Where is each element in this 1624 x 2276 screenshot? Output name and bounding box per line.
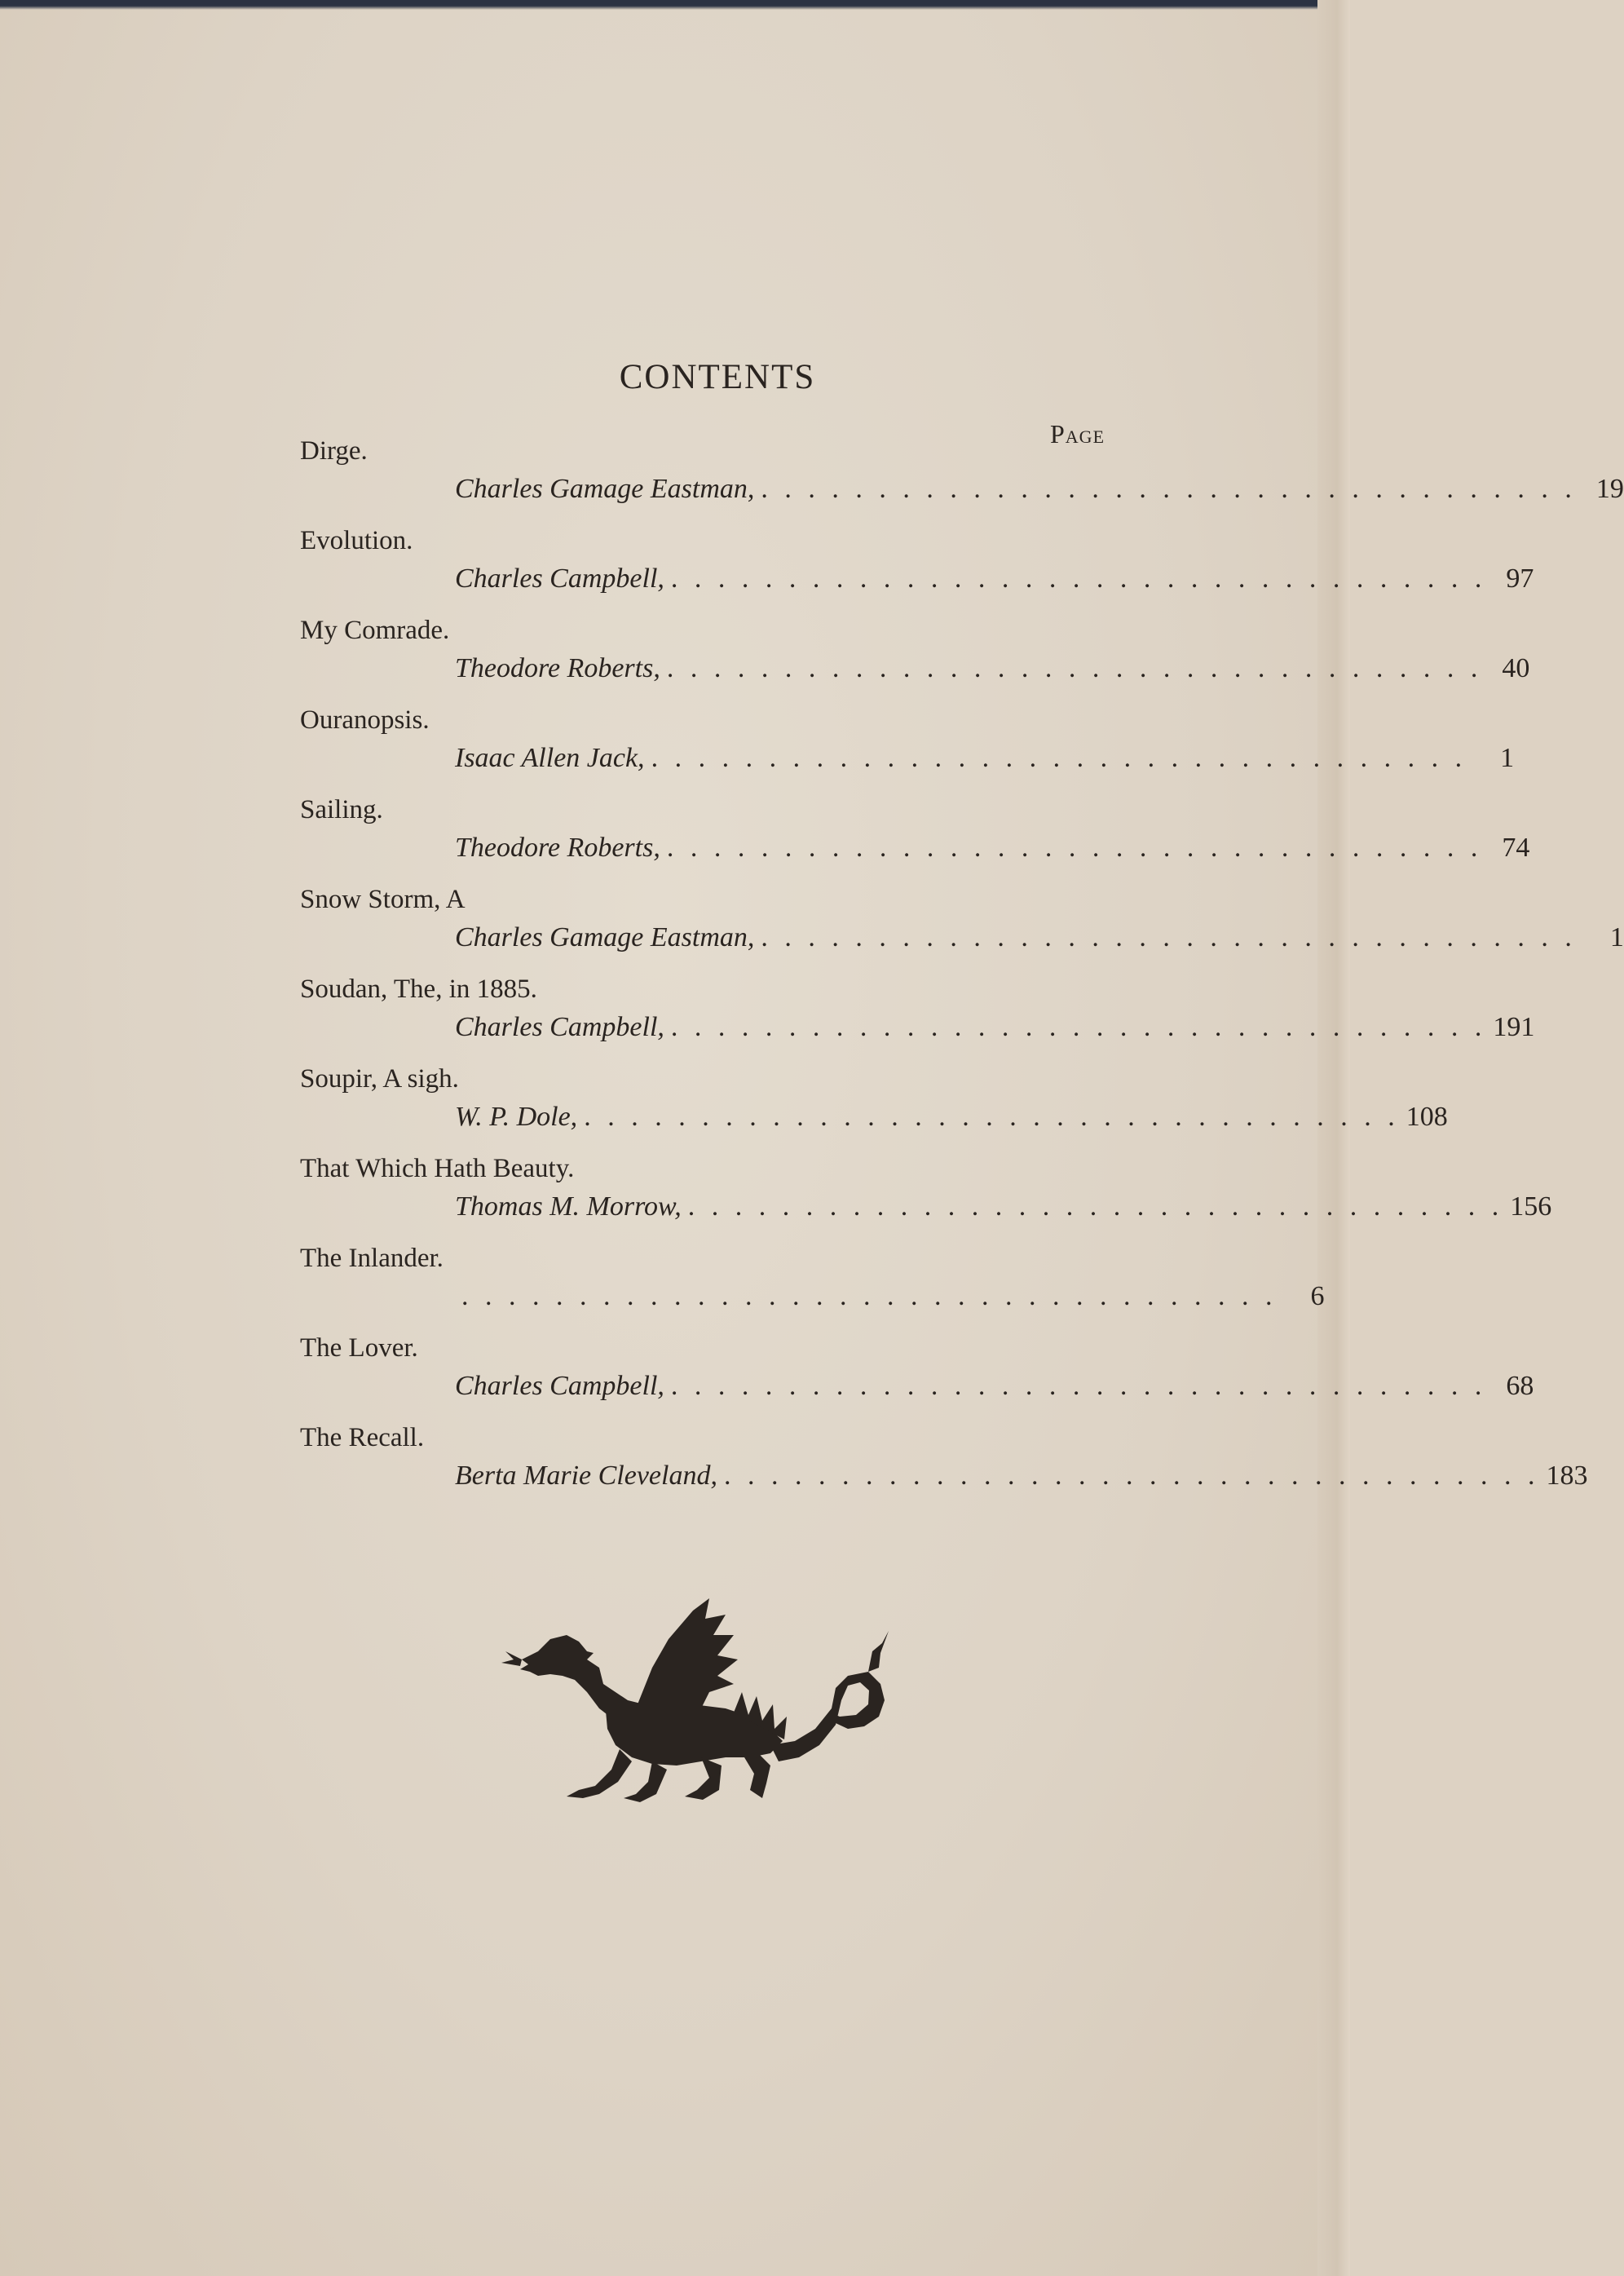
entry-line [455,1371,1534,1407]
cover-edge [0,0,1350,10]
toc-entry [285,1333,1534,1423]
entry-page-number: 1 [1500,743,1515,773]
leader-dots: . . . . . . . . . . . . . . . . . . . . . . . . . . . . . . . . . . . [761,922,1577,952]
leader-dots: . . . . . . . . . . . . . . . . . . . . . . . . . . . . . . . . . . . [761,474,1577,504]
toc-entry [285,1423,1588,1513]
entry-line [455,563,1534,599]
toc-entry [285,795,1530,885]
entry-author: Charles Campbell, [455,563,664,594]
toc-entry [285,1064,1448,1154]
entry-page-number: 183 [1546,1461,1588,1491]
leader-dots: . . . . . . . . . . . . . . . . . . . . . . . . . . . . . . . . . . . [670,1371,1487,1401]
page-edge [1317,0,1350,2276]
entry-title: The Lover. [300,1333,418,1363]
entry-line [455,1461,1588,1496]
entry-page-number: 19 [1595,474,1624,504]
leader-dots: . . . . . . . . . . . . . . . . . . . . . . . . . . . . . . . . . . . [651,743,1467,773]
entry-title: Evolution. [300,526,413,555]
toc-entry [285,1244,1325,1333]
entry-author: Theodore Roberts, [455,833,660,863]
entry-line [455,743,1515,779]
entry-title: Sailing. [300,795,383,824]
entry-page-number: 97 [1506,563,1534,594]
entry-line [455,1191,1552,1227]
entry-title: The Inlander. [300,1244,444,1273]
entry-title: Ouranopsis. [300,705,430,735]
toc-entry [285,526,1534,616]
toc-entry [285,616,1530,705]
toc-entry [285,436,1624,526]
leader-dots: . . . . . . . . . . . . . . . . . . . . . . . . . . . . . . . . . . . [666,833,1483,863]
entry-page-number: 6 [1310,1281,1325,1311]
entry-title: My Comrade. [300,616,450,645]
leader-dots: . . . . . . . . . . . . . . . . . . . . . . . . . . . . . . . . . . . [687,1191,1504,1222]
entry-title: Soupir, A sigh. [300,1064,459,1094]
leader-dots: . . . . . . . . . . . . . . . . . . . . . . . . . . . . . . . . . . . [461,1281,1278,1311]
entry-page-number: 191 [1493,1012,1535,1042]
entry-author: Charles Campbell, [455,1371,664,1401]
leader-dots: . . . . . . . . . . . . . . . . . . . . . . . . . . . . . . . . . . . [584,1102,1400,1132]
entry-line [455,474,1624,510]
entry-author: Charles Gamage Eastman, [455,474,755,504]
entry-title: Soudan, The, in 1885. [300,974,537,1004]
entry-author: Theodore Roberts, [455,653,660,683]
entry-line [455,922,1624,958]
entry-title: The Recall. [300,1423,425,1452]
toc-entry [285,974,1535,1064]
entry-author: Thomas M. Morrow, [455,1191,682,1222]
entry-line [455,1281,1325,1317]
dragon-ornament-icon [489,1594,897,1839]
entry-author: Isaac Allen Jack, [455,743,645,773]
leader-dots: . . . . . . . . . . . . . . . . . . . . . . . . . . . . . . . . . . . [670,563,1487,594]
entry-author: Charles Campbell, [455,1012,664,1042]
entry-page-number: 1 [1609,922,1624,952]
entry-author: W. P. Dole, [455,1102,578,1132]
entry-author: Charles Gamage Eastman, [455,922,755,952]
entry-page-number: 68 [1506,1371,1534,1401]
entry-title: Dirge. [300,436,368,466]
toc-entry [285,705,1515,795]
entry-line [455,1012,1535,1048]
leader-dots: . . . . . . . . . . . . . . . . . . . . . . . . . . . . . . . . . . . [723,1461,1540,1491]
contents-heading: CONTENTS [619,358,816,396]
entry-page-number: 40 [1502,653,1530,683]
toc-entry [285,1154,1552,1244]
entry-line [455,1102,1448,1138]
entry-title: Snow Storm, A [300,885,466,914]
entry-page-number: 156 [1510,1191,1552,1222]
entry-author: Berta Marie Cleveland, [455,1461,717,1491]
leader-dots: . . . . . . . . . . . . . . . . . . . . . . . . . . . . . . . . . . . [670,1012,1487,1042]
entry-title: That Which Hath Beauty. [300,1154,575,1183]
toc-entry [285,885,1624,974]
entry-line [455,653,1530,689]
entry-page-number: 108 [1406,1102,1448,1132]
table-of-contents [285,436,1624,1513]
entry-page-number: 74 [1502,833,1530,863]
entry-line [455,833,1530,868]
leader-dots: . . . . . . . . . . . . . . . . . . . . . . . . . . . . . . . . . . . [666,653,1483,683]
page-column-label: Page [1050,419,1105,449]
